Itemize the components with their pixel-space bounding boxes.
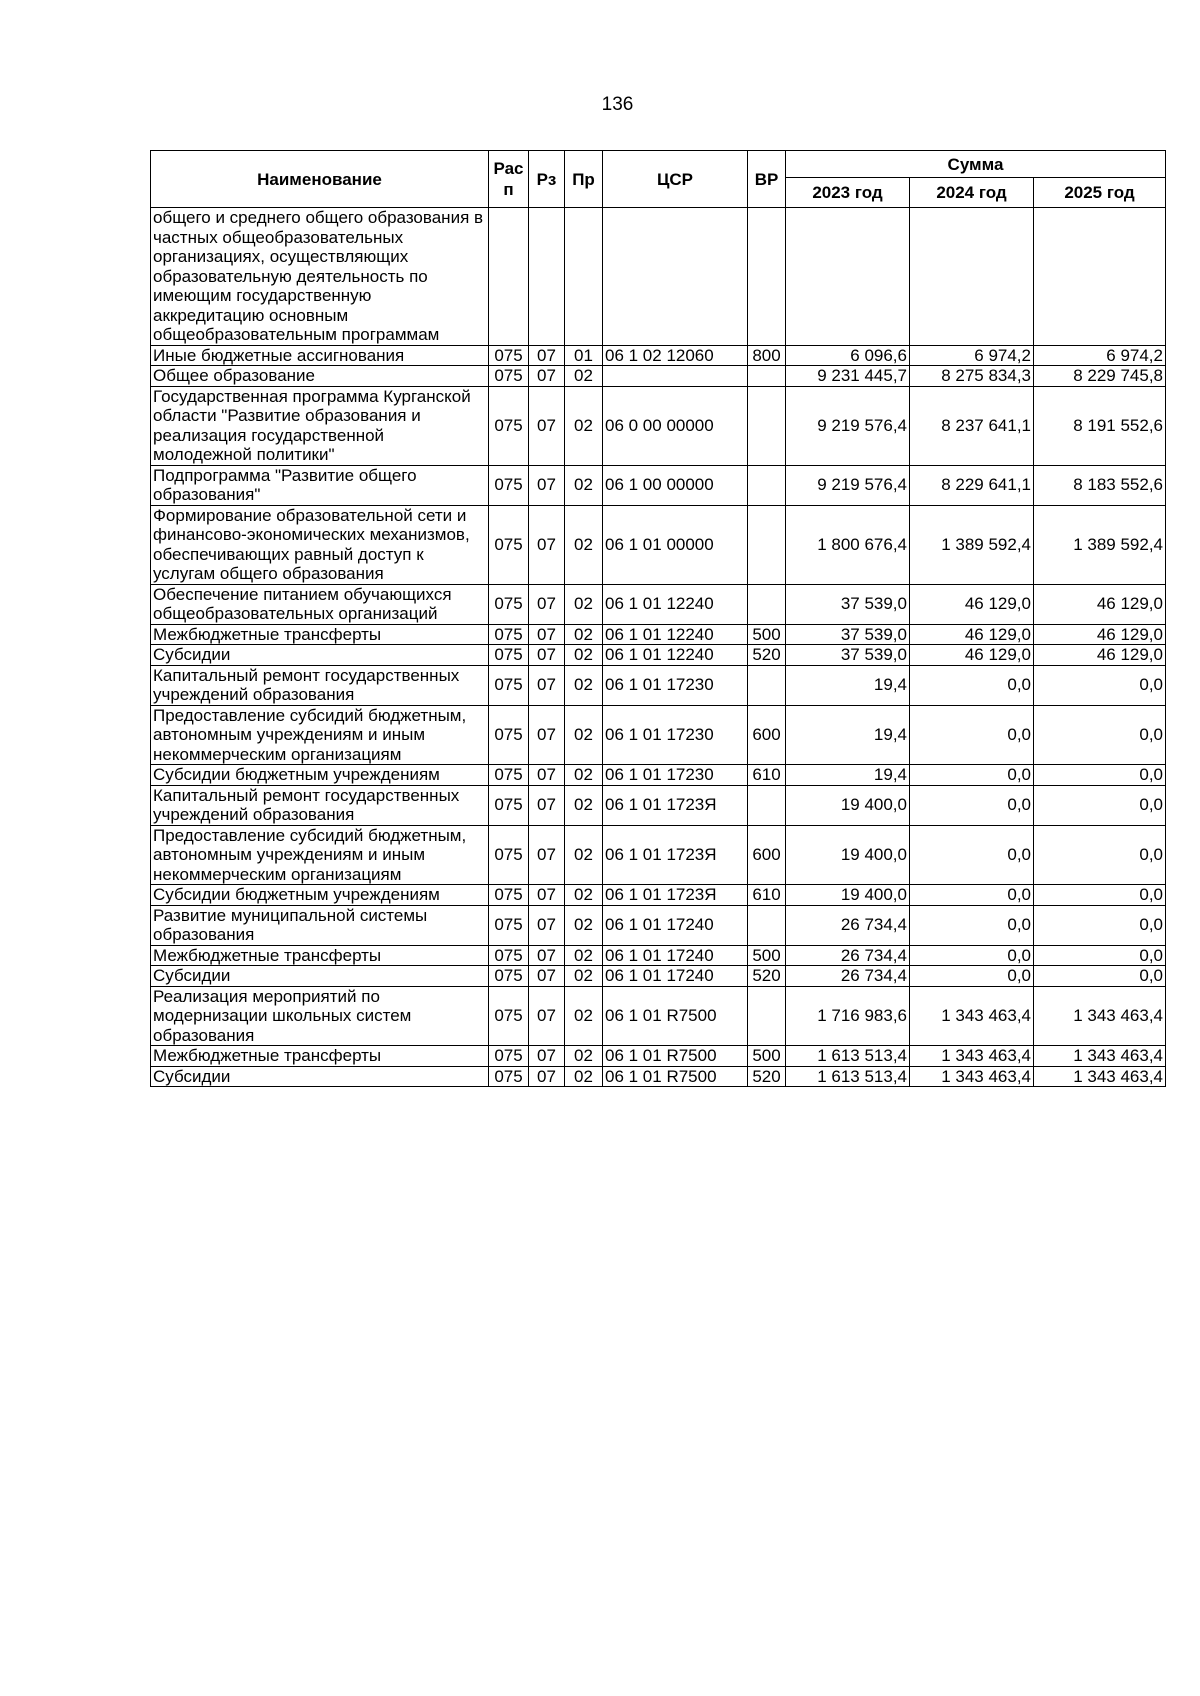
row-csr: 06 1 02 12060 bbox=[603, 345, 748, 366]
row-name: Формирование образовательной сети и финансово-экономических механизмов, обеспечивающих равный доступ к услугам общего образования bbox=[151, 505, 489, 584]
table-row bbox=[151, 505, 1166, 584]
table-row bbox=[151, 945, 1166, 966]
row-name: Субсидии bbox=[151, 966, 489, 987]
row-pr: 02 bbox=[565, 765, 603, 786]
row-csr: 06 1 01 17230 bbox=[603, 665, 748, 705]
row-rz: 07 bbox=[529, 624, 565, 645]
table-row bbox=[151, 705, 1166, 765]
header-2024: 2024 год bbox=[910, 178, 1034, 208]
row-amount-2025: 6 974,2 bbox=[1034, 345, 1166, 366]
row-rz: 07 bbox=[529, 785, 565, 825]
row-rz: 07 bbox=[529, 765, 565, 786]
row-vr bbox=[748, 505, 786, 584]
row-vr bbox=[748, 665, 786, 705]
row-vr bbox=[748, 986, 786, 1046]
table-row bbox=[151, 645, 1166, 666]
row-rasp: 075 bbox=[489, 945, 529, 966]
row-rz: 07 bbox=[529, 885, 565, 906]
row-amount-2023: 19,4 bbox=[786, 665, 910, 705]
row-pr: 02 bbox=[565, 1046, 603, 1067]
row-name: Иные бюджетные ассигнования bbox=[151, 345, 489, 366]
row-amount-2025: 0,0 bbox=[1034, 945, 1166, 966]
row-amount-2025: 46 129,0 bbox=[1034, 624, 1166, 645]
row-name: Субсидии bbox=[151, 645, 489, 666]
row-rz: 07 bbox=[529, 505, 565, 584]
header-name: Наименование bbox=[151, 151, 489, 208]
row-vr: 600 bbox=[748, 825, 786, 885]
row-vr bbox=[748, 785, 786, 825]
row-csr: 06 1 01 17230 bbox=[603, 765, 748, 786]
row-amount-2023: 19 400,0 bbox=[786, 785, 910, 825]
row-amount-2023: 1 613 513,4 bbox=[786, 1046, 910, 1067]
table-row bbox=[151, 465, 1166, 505]
row-amount-2025: 46 129,0 bbox=[1034, 645, 1166, 666]
row-rasp: 075 bbox=[489, 465, 529, 505]
row-rz: 07 bbox=[529, 584, 565, 624]
row-amount-2025: 8 229 745,8 bbox=[1034, 366, 1166, 387]
row-rasp bbox=[489, 208, 529, 346]
row-csr: 06 1 01 R7500 bbox=[603, 1066, 748, 1087]
row-amount-2024: 0,0 bbox=[910, 945, 1034, 966]
row-amount-2024: 1 343 463,4 bbox=[910, 986, 1034, 1046]
row-pr: 02 bbox=[565, 624, 603, 645]
row-amount-2023: 19,4 bbox=[786, 765, 910, 786]
row-amount-2024: 0,0 bbox=[910, 825, 1034, 885]
row-pr bbox=[565, 208, 603, 346]
row-rz: 07 bbox=[529, 1066, 565, 1087]
row-pr: 02 bbox=[565, 465, 603, 505]
row-rasp: 075 bbox=[489, 665, 529, 705]
row-vr: 500 bbox=[748, 1046, 786, 1067]
row-amount-2025: 0,0 bbox=[1034, 825, 1166, 885]
row-vr: 520 bbox=[748, 966, 786, 987]
row-rz: 07 bbox=[529, 645, 565, 666]
row-amount-2024: 0,0 bbox=[910, 785, 1034, 825]
row-csr: 06 1 01 12240 bbox=[603, 645, 748, 666]
row-amount-2025: 8 183 552,6 bbox=[1034, 465, 1166, 505]
row-pr: 02 bbox=[565, 966, 603, 987]
row-rz: 07 bbox=[529, 665, 565, 705]
row-rasp: 075 bbox=[489, 345, 529, 366]
row-rz: 07 bbox=[529, 986, 565, 1046]
table-row bbox=[151, 345, 1166, 366]
row-pr: 02 bbox=[565, 505, 603, 584]
header-pr: Пр bbox=[565, 151, 603, 208]
table-row bbox=[151, 1046, 1166, 1067]
row-pr: 02 bbox=[565, 665, 603, 705]
row-vr: 610 bbox=[748, 765, 786, 786]
row-name: Капитальный ремонт государственных учреждений образования bbox=[151, 785, 489, 825]
row-amount-2024: 1 389 592,4 bbox=[910, 505, 1034, 584]
row-amount-2024: 0,0 bbox=[910, 966, 1034, 987]
table-row bbox=[151, 208, 1166, 346]
row-rasp: 075 bbox=[489, 986, 529, 1046]
row-name: Межбюджетные трансферты bbox=[151, 1046, 489, 1067]
row-csr: 06 1 01 17230 bbox=[603, 705, 748, 765]
row-rz: 07 bbox=[529, 945, 565, 966]
row-amount-2023: 26 734,4 bbox=[786, 945, 910, 966]
row-name: общего и среднего общего образования в частных общеобразовательных организациях, осуществляющих образовательную деятельность по имеющим государственную аккредитацию основным общеобразовательным программам bbox=[151, 208, 489, 346]
row-amount-2023: 1 800 676,4 bbox=[786, 505, 910, 584]
row-rz: 07 bbox=[529, 1046, 565, 1067]
table-row bbox=[151, 986, 1166, 1046]
row-amount-2023: 9 219 576,4 bbox=[786, 465, 910, 505]
table-row bbox=[151, 905, 1166, 945]
row-rasp: 075 bbox=[489, 885, 529, 906]
row-csr: 06 1 00 00000 bbox=[603, 465, 748, 505]
row-rz: 07 bbox=[529, 366, 565, 387]
row-vr bbox=[748, 208, 786, 346]
row-amount-2025: 1 343 463,4 bbox=[1034, 986, 1166, 1046]
row-rz: 07 bbox=[529, 966, 565, 987]
row-amount-2023: 19,4 bbox=[786, 705, 910, 765]
row-amount-2023: 19 400,0 bbox=[786, 885, 910, 906]
row-pr: 02 bbox=[565, 584, 603, 624]
row-vr bbox=[748, 584, 786, 624]
row-amount-2025: 0,0 bbox=[1034, 905, 1166, 945]
row-csr: 06 1 01 R7500 bbox=[603, 986, 748, 1046]
row-name: Общее образование bbox=[151, 366, 489, 387]
row-csr: 06 1 01 17240 bbox=[603, 905, 748, 945]
row-vr: 520 bbox=[748, 645, 786, 666]
row-rasp: 075 bbox=[489, 966, 529, 987]
row-csr: 06 1 01 00000 bbox=[603, 505, 748, 584]
row-amount-2025 bbox=[1034, 208, 1166, 346]
row-amount-2025: 0,0 bbox=[1034, 885, 1166, 906]
row-pr: 02 bbox=[565, 825, 603, 885]
row-amount-2023: 1 613 513,4 bbox=[786, 1066, 910, 1087]
row-amount-2024: 46 129,0 bbox=[910, 645, 1034, 666]
row-name: Реализация мероприятий по модернизации школьных систем образования bbox=[151, 986, 489, 1046]
row-amount-2025: 0,0 bbox=[1034, 705, 1166, 765]
row-amount-2024: 0,0 bbox=[910, 705, 1034, 765]
row-name: Предоставление субсидий бюджетным, автономным учреждениям и иным некоммерческим организациям bbox=[151, 825, 489, 885]
table-row bbox=[151, 825, 1166, 885]
row-amount-2023: 37 539,0 bbox=[786, 624, 910, 645]
row-amount-2024: 8 275 834,3 bbox=[910, 366, 1034, 387]
row-csr: 06 1 01 1723Я bbox=[603, 785, 748, 825]
row-csr: 06 1 01 17240 bbox=[603, 945, 748, 966]
row-pr: 01 bbox=[565, 345, 603, 366]
row-vr: 500 bbox=[748, 945, 786, 966]
row-name: Капитальный ремонт государственных учреждений образования bbox=[151, 665, 489, 705]
row-rz bbox=[529, 208, 565, 346]
row-vr: 610 bbox=[748, 885, 786, 906]
header-csr: ЦСР bbox=[603, 151, 748, 208]
row-rasp: 075 bbox=[489, 584, 529, 624]
row-amount-2025: 0,0 bbox=[1034, 765, 1166, 786]
row-amount-2025: 1 343 463,4 bbox=[1034, 1066, 1166, 1087]
row-rasp: 075 bbox=[489, 366, 529, 387]
row-csr: 06 1 01 17240 bbox=[603, 966, 748, 987]
row-name: Межбюджетные трансферты bbox=[151, 945, 489, 966]
row-amount-2024: 0,0 bbox=[910, 765, 1034, 786]
row-rasp: 075 bbox=[489, 765, 529, 786]
row-amount-2023: 6 096,6 bbox=[786, 345, 910, 366]
row-amount-2024: 0,0 bbox=[910, 885, 1034, 906]
row-pr: 02 bbox=[565, 705, 603, 765]
row-csr: 06 1 01 1723Я bbox=[603, 885, 748, 906]
row-pr: 02 bbox=[565, 885, 603, 906]
header-sum: Сумма bbox=[786, 151, 1166, 178]
row-rasp: 075 bbox=[489, 505, 529, 584]
row-amount-2023: 1 716 983,6 bbox=[786, 986, 910, 1046]
table-row bbox=[151, 665, 1166, 705]
row-amount-2025: 0,0 bbox=[1034, 665, 1166, 705]
header-2025: 2025 год bbox=[1034, 178, 1166, 208]
row-amount-2023: 37 539,0 bbox=[786, 645, 910, 666]
row-rasp: 075 bbox=[489, 1066, 529, 1087]
row-amount-2024: 0,0 bbox=[910, 665, 1034, 705]
table-row bbox=[151, 584, 1166, 624]
row-name: Обеспечение питанием обучающихся общеобразовательных организаций bbox=[151, 584, 489, 624]
row-vr: 520 bbox=[748, 1066, 786, 1087]
row-amount-2024: 1 343 463,4 bbox=[910, 1046, 1034, 1067]
header-rz: Рз bbox=[529, 151, 565, 208]
row-amount-2024: 8 229 641,1 bbox=[910, 465, 1034, 505]
row-vr: 600 bbox=[748, 705, 786, 765]
row-pr: 02 bbox=[565, 945, 603, 966]
row-rz: 07 bbox=[529, 386, 565, 465]
row-amount-2025: 1 389 592,4 bbox=[1034, 505, 1166, 584]
row-amount-2023: 19 400,0 bbox=[786, 825, 910, 885]
row-csr: 06 1 01 1723Я bbox=[603, 825, 748, 885]
table-row bbox=[151, 366, 1166, 387]
row-rasp: 075 bbox=[489, 705, 529, 765]
row-amount-2025: 0,0 bbox=[1034, 785, 1166, 825]
row-pr: 02 bbox=[565, 366, 603, 387]
row-csr: 06 1 01 12240 bbox=[603, 584, 748, 624]
row-rz: 07 bbox=[529, 705, 565, 765]
row-amount-2023: 9 231 445,7 bbox=[786, 366, 910, 387]
budget-table bbox=[150, 150, 1166, 1087]
row-amount-2023 bbox=[786, 208, 910, 346]
row-name: Субсидии bbox=[151, 1066, 489, 1087]
table-row bbox=[151, 386, 1166, 465]
row-vr: 500 bbox=[748, 624, 786, 645]
row-rasp: 075 bbox=[489, 1046, 529, 1067]
row-name: Межбюджетные трансферты bbox=[151, 624, 489, 645]
row-rz: 07 bbox=[529, 345, 565, 366]
row-pr: 02 bbox=[565, 386, 603, 465]
row-csr bbox=[603, 366, 748, 387]
row-pr: 02 bbox=[565, 645, 603, 666]
row-amount-2025: 1 343 463,4 bbox=[1034, 1046, 1166, 1067]
row-pr: 02 bbox=[565, 986, 603, 1046]
row-amount-2025: 8 191 552,6 bbox=[1034, 386, 1166, 465]
row-name: Государственная программа Курганской области "Развитие образования и реализация государственной молодежной политики" bbox=[151, 386, 489, 465]
row-csr: 06 0 00 00000 bbox=[603, 386, 748, 465]
row-rz: 07 bbox=[529, 825, 565, 885]
row-amount-2023: 37 539,0 bbox=[786, 584, 910, 624]
row-amount-2023: 9 219 576,4 bbox=[786, 386, 910, 465]
header-2023: 2023 год bbox=[786, 178, 910, 208]
table-row bbox=[151, 885, 1166, 906]
row-amount-2024: 1 343 463,4 bbox=[910, 1066, 1034, 1087]
row-name: Субсидии бюджетным учреждениям bbox=[151, 765, 489, 786]
row-amount-2025: 46 129,0 bbox=[1034, 584, 1166, 624]
row-amount-2024: 8 237 641,1 bbox=[910, 386, 1034, 465]
row-rz: 07 bbox=[529, 905, 565, 945]
table-row bbox=[151, 765, 1166, 786]
row-rasp: 075 bbox=[489, 785, 529, 825]
row-amount-2024: 46 129,0 bbox=[910, 624, 1034, 645]
row-vr bbox=[748, 366, 786, 387]
table-row bbox=[151, 624, 1166, 645]
row-csr bbox=[603, 208, 748, 346]
row-rasp: 075 bbox=[489, 825, 529, 885]
row-amount-2023: 26 734,4 bbox=[786, 966, 910, 987]
row-amount-2024 bbox=[910, 208, 1034, 346]
row-rz: 07 bbox=[529, 465, 565, 505]
table-row bbox=[151, 1066, 1166, 1087]
header-vr: ВР bbox=[748, 151, 786, 208]
page-number: 136 bbox=[601, 94, 634, 115]
row-csr: 06 1 01 R7500 bbox=[603, 1046, 748, 1067]
table-row bbox=[151, 785, 1166, 825]
row-rasp: 075 bbox=[489, 386, 529, 465]
row-pr: 02 bbox=[565, 785, 603, 825]
row-name: Развитие муниципальной системы образования bbox=[151, 905, 489, 945]
row-name: Предоставление субсидий бюджетным, автономным учреждениям и иным некоммерческим организациям bbox=[151, 705, 489, 765]
table-row bbox=[151, 966, 1166, 987]
row-vr bbox=[748, 386, 786, 465]
row-csr: 06 1 01 12240 bbox=[603, 624, 748, 645]
row-vr: 800 bbox=[748, 345, 786, 366]
row-amount-2023: 26 734,4 bbox=[786, 905, 910, 945]
row-vr bbox=[748, 465, 786, 505]
row-name: Подпрограмма "Развитие общего образования" bbox=[151, 465, 489, 505]
row-rasp: 075 bbox=[489, 905, 529, 945]
row-amount-2024: 46 129,0 bbox=[910, 584, 1034, 624]
row-amount-2024: 0,0 bbox=[910, 905, 1034, 945]
row-vr bbox=[748, 905, 786, 945]
row-name: Субсидии бюджетным учреждениям bbox=[151, 885, 489, 906]
header-rasp: Рас п bbox=[489, 151, 529, 208]
row-amount-2024: 6 974,2 bbox=[910, 345, 1034, 366]
row-rasp: 075 bbox=[489, 624, 529, 645]
row-amount-2025: 0,0 bbox=[1034, 966, 1166, 987]
row-pr: 02 bbox=[565, 905, 603, 945]
row-pr: 02 bbox=[565, 1066, 603, 1087]
row-rasp: 075 bbox=[489, 645, 529, 666]
